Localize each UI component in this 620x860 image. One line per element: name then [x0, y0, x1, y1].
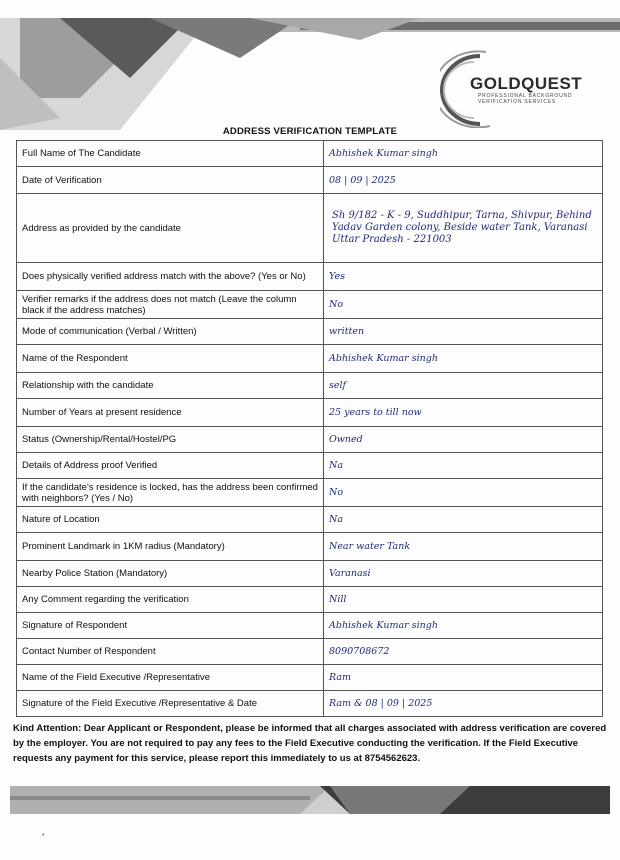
- field-value: 25 years to till now: [324, 399, 603, 427]
- brand-tagline-1: PROFESSIONAL BACKGROUND: [478, 93, 573, 99]
- form-row: [17, 479, 603, 507]
- field-value: Ram & 08 | 09 | 2025: [324, 691, 603, 717]
- field-label: Signature of the Field Executive /Representative & Date: [17, 691, 324, 717]
- form-row: [17, 639, 603, 665]
- field-value: Abhishek Kumar singh: [324, 141, 603, 167]
- form-row: [17, 507, 603, 533]
- field-value: Abhishek Kumar singh: [324, 345, 603, 373]
- field-label: Relationship with the candidate: [17, 373, 324, 399]
- page-mark-icon: •: [42, 832, 45, 839]
- field-value: Yes: [324, 263, 603, 291]
- field-label: Contact Number of Respondent: [17, 639, 324, 665]
- field-value: self: [324, 373, 603, 399]
- kind-attention-notice: [13, 721, 607, 766]
- form-row: [17, 561, 603, 587]
- field-value: No: [324, 291, 603, 319]
- form-row: [17, 665, 603, 691]
- form-row: [17, 613, 603, 639]
- form-row: [17, 533, 603, 561]
- field-label: Name of the Field Executive /Representative: [17, 665, 324, 691]
- field-label: Number of Years at present residence: [17, 399, 324, 427]
- goldquest-logo: [440, 48, 615, 128]
- form-row: [17, 194, 603, 263]
- field-label: Prominent Landmark in 1KM radius (Mandatory): [17, 533, 324, 561]
- field-label: Nearby Police Station (Mandatory): [17, 561, 324, 587]
- form-row: [17, 399, 603, 427]
- form-row: [17, 345, 603, 373]
- form-row: [17, 691, 603, 717]
- field-label: Signature of Respondent: [17, 613, 324, 639]
- field-label: Address as provided by the candidate: [17, 194, 324, 263]
- field-value: Owned: [324, 427, 603, 453]
- footer-banner: [0, 780, 620, 820]
- field-value: 08 | 09 | 2025: [324, 167, 603, 194]
- form-row: [17, 291, 603, 319]
- form-row: [17, 167, 603, 194]
- brand-tagline-2: VERIFICATION SERVICES: [478, 99, 557, 105]
- form-row: [17, 263, 603, 291]
- field-value: No: [324, 479, 603, 507]
- form-row: [17, 141, 603, 167]
- field-value: Ram: [324, 665, 603, 691]
- form-row: [17, 373, 603, 399]
- document-title: ADDRESS VERIFICATION TEMPLATE: [222, 126, 398, 137]
- form-row: [17, 587, 603, 613]
- brand-name: GOLDQUEST: [470, 74, 583, 93]
- field-label: If the candidate's residence is locked, has the address been confirmed with neighbors? (Yes / No): [17, 479, 324, 507]
- notice-lead: Kind Attention:: [13, 723, 82, 734]
- field-value: Na: [324, 453, 603, 479]
- field-label: Does physically verified address match with the above? (Yes or No): [17, 263, 324, 291]
- field-label: Nature of Location: [17, 507, 324, 533]
- field-value: Varanasi: [324, 561, 603, 587]
- verification-table: [16, 140, 603, 717]
- field-value: Near water Tank: [324, 533, 603, 561]
- field-value: Sh 9/182 - K - 9, Suddhipur, Tarna, Shivpur, Behind Yadav Garden colony, Beside water Tank, Varanasi Uttar Pradesh - 221003: [324, 194, 603, 263]
- field-label: Verifier remarks if the address does not match (Leave the column black if the address matches): [17, 291, 324, 319]
- field-label: Any Comment regarding the verification: [17, 587, 324, 613]
- notice-text: Dear Applicant or Respondent, please be informed that all charges associated with address verification are covered by the employer. You are not required to pay any fees to the Field Executive conducting the verification. If the Field Executive requests any payment for this service, please report this immediately to us at 8754562623.: [13, 723, 607, 764]
- field-label: Name of the Respondent: [17, 345, 324, 373]
- field-label: Full Name of The Candidate: [17, 141, 324, 167]
- field-label: Status (Ownership/Rental/Hostel/PG: [17, 427, 324, 453]
- field-label: Mode of communication (Verbal / Written): [17, 319, 324, 345]
- field-value: written: [324, 319, 603, 345]
- field-value: Nill: [324, 587, 603, 613]
- form-row: [17, 427, 603, 453]
- field-label: Details of Address proof Verified: [17, 453, 324, 479]
- form-row: [17, 453, 603, 479]
- field-value: Abhishek Kumar singh: [324, 613, 603, 639]
- form-row: [17, 319, 603, 345]
- field-value: Na: [324, 507, 603, 533]
- field-value: 8090708672: [324, 639, 603, 665]
- field-label: Date of Verification: [17, 167, 324, 194]
